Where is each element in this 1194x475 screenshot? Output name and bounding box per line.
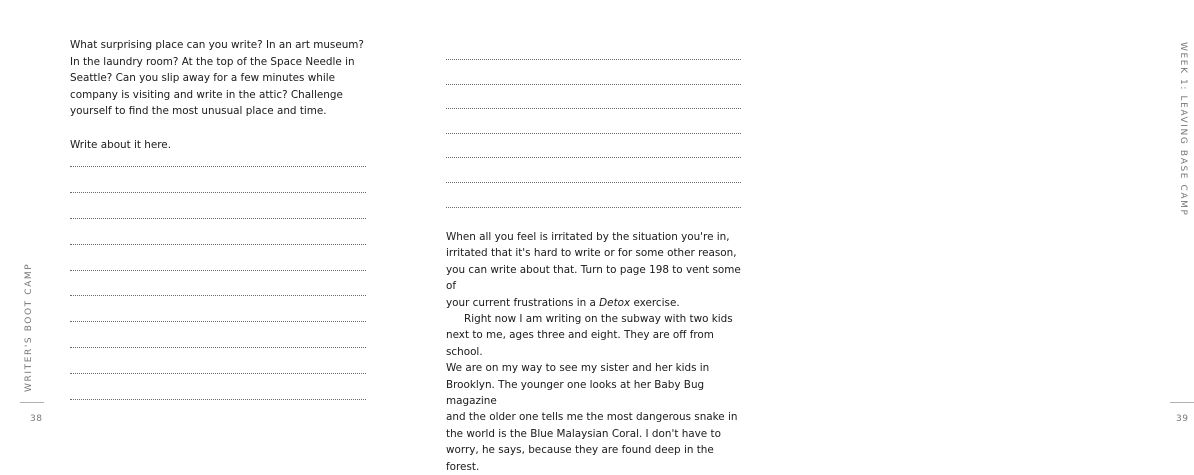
prompt-line: What surprising place can you write? In an art museum? xyxy=(70,39,364,51)
body-line: the world is the Blue Malaysian Coral. I don't have to xyxy=(446,427,721,440)
writing-line xyxy=(446,182,741,183)
body-line: When all you feel is irritated by the situation you're in, xyxy=(446,231,730,243)
writing-line xyxy=(70,321,366,322)
prompt-line: Seattle? Can you slip away for a few minutes while xyxy=(70,72,336,85)
left-folio-rule xyxy=(20,402,44,403)
body-line: We are on my way to see my sister and her kids in xyxy=(446,362,710,375)
writing-line xyxy=(70,399,366,400)
left-writing-lines xyxy=(70,166,366,425)
writing-line xyxy=(446,207,741,208)
right-writing-lines xyxy=(446,59,741,231)
writing-line xyxy=(70,166,366,167)
detox-italic: Detox xyxy=(599,296,631,309)
writing-line xyxy=(446,59,741,60)
body-line: irritated that it's hard to write or for some other reason, xyxy=(446,247,737,260)
writing-line xyxy=(446,133,741,134)
body-line: Right now I am writing on the subway with two kids xyxy=(464,313,733,326)
writing-line xyxy=(70,270,366,271)
body-line: and the older one tells me the most dangerous snake in xyxy=(446,411,738,424)
writing-line xyxy=(70,373,366,374)
writing-line xyxy=(446,157,741,158)
body-line: next to me, ages three and eight. They are off from school. xyxy=(446,329,714,358)
writing-line xyxy=(70,218,366,219)
left-page-number: 38 xyxy=(30,414,43,424)
body-line xyxy=(446,295,746,311)
writing-line xyxy=(446,84,741,85)
left-running-head: WRITER'S BOOT CAMP xyxy=(24,262,34,392)
right-folio-rule xyxy=(1170,402,1194,403)
prompt-line: company is visiting and write in the attic? Challenge xyxy=(70,88,343,101)
writing-line xyxy=(70,295,366,296)
write-here-instruction: Write about it here. xyxy=(70,138,171,151)
right-page-number: 39 xyxy=(1176,414,1189,424)
body-line: Brooklyn. The younger one looks at her Baby Bug magazine xyxy=(446,378,705,408)
writing-line xyxy=(446,108,741,109)
writing-prompt xyxy=(70,37,370,153)
writing-line xyxy=(70,192,366,193)
body-text xyxy=(446,229,746,475)
prompt-line: yourself to find the most unusual place and time. xyxy=(70,105,327,118)
body-line: worry, he says, because they are found deep in the forest. xyxy=(446,444,714,473)
prompt-line: In the laundry room? At the top of the Space Needle in xyxy=(70,55,355,68)
body-line-text: your current frustrations in a xyxy=(446,296,600,309)
body-line: you can write about that. Turn to page 198 to vent some of xyxy=(446,263,741,293)
writing-line xyxy=(70,347,366,348)
right-running-head: WEEK 1: LEAVING BASE CAMP xyxy=(1178,42,1188,217)
writing-line xyxy=(70,244,366,245)
body-line-text: exercise. xyxy=(630,296,680,309)
